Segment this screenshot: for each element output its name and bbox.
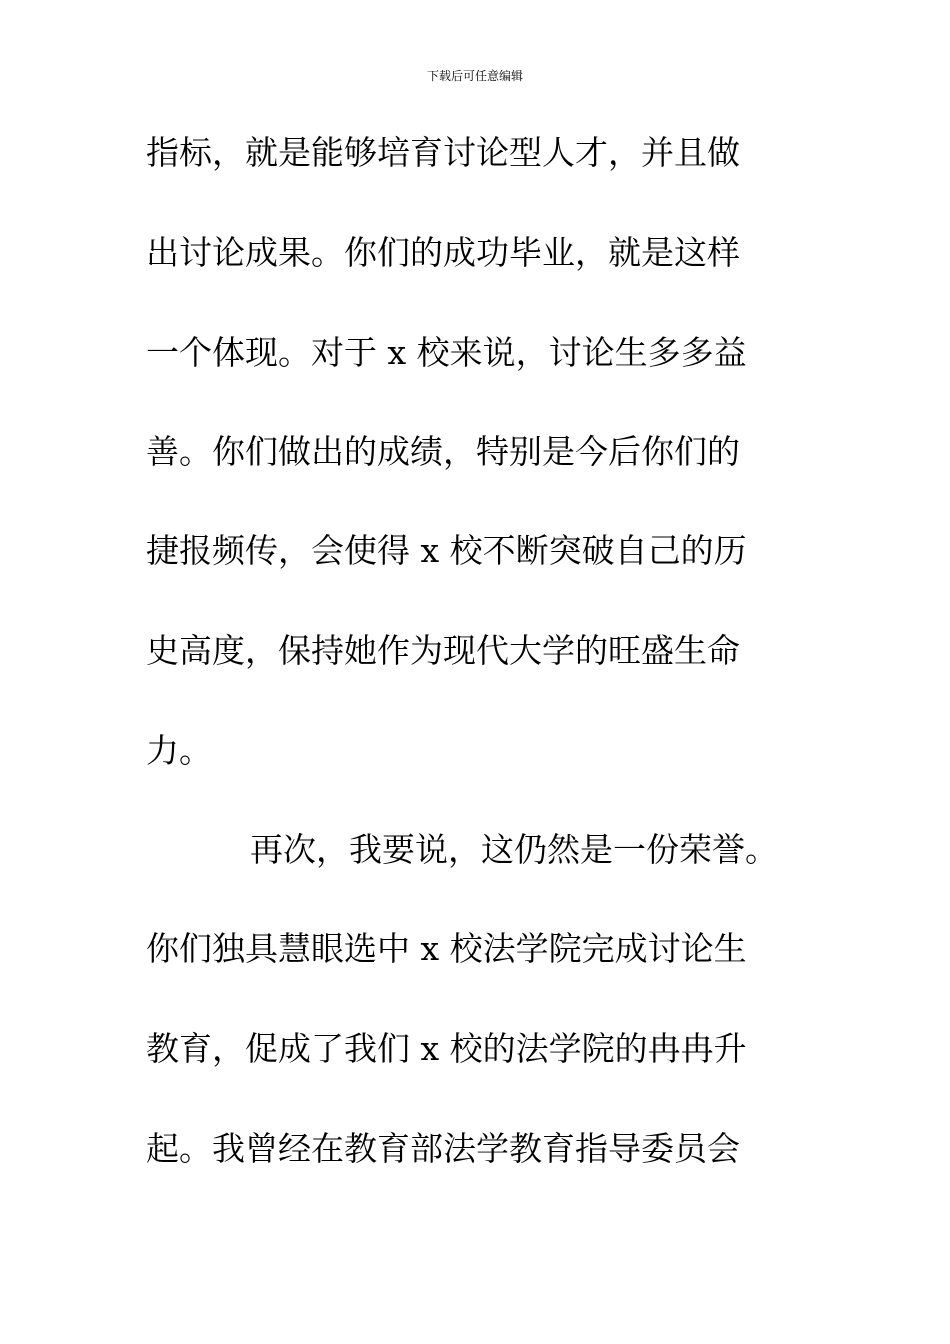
page-header-note: 下载后可任意编辑 bbox=[426, 69, 523, 83]
body-line-5: 捷报频传，会使得 x 校不断突破自己的历 bbox=[146, 531, 747, 570]
body-line-10: 教育，促成了我们 x 校的法学院的冉冉升 bbox=[146, 1029, 747, 1068]
body-line-7: 力。 bbox=[146, 731, 212, 770]
body-line-6: 史高度，保持她作为现代大学的旺盛生命 bbox=[146, 631, 740, 670]
body-line-1: 指标，就是能够培育讨论型人才，并且做 bbox=[146, 133, 740, 172]
body-line-3: 一个体现。对于 x 校来说，讨论生多多益 bbox=[146, 333, 747, 372]
body-line-11: 起。我曾经在教育部法学教育指导委员会 bbox=[146, 1129, 740, 1168]
body-line-2: 出讨论成果。你们的成功毕业，就是这样 bbox=[146, 233, 740, 272]
body-line-4: 善。你们做出的成绩，特别是今后你们的 bbox=[146, 432, 740, 471]
body-line-8-paragraph-start: 再次，我要说，这仍然是一份荣誉。 bbox=[250, 830, 778, 869]
body-line-9: 你们独具慧眼选中 x 校法学院完成讨论生 bbox=[146, 929, 747, 968]
